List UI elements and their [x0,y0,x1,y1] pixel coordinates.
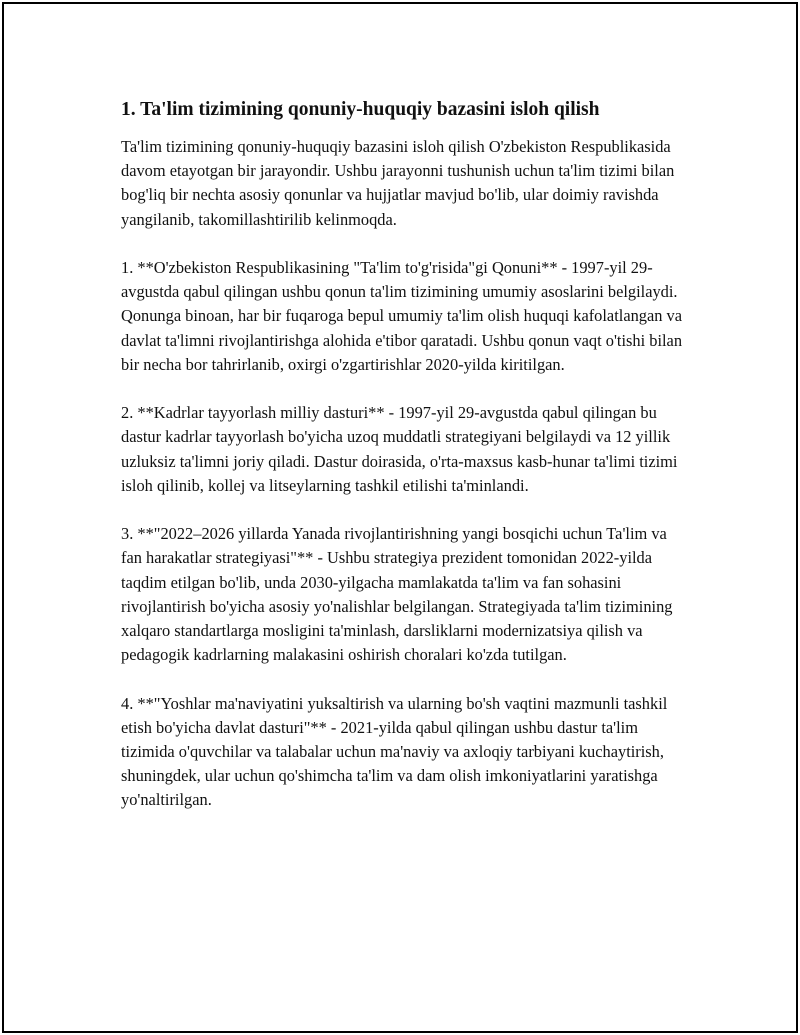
law-education-paragraph: 1. **O'zbekiston Respublikasining "Ta'lim to'g'risida"gi Qonuni** - 1997-yil 29-avgustda qabul qilingan ushbu qonun ta'lim tizimining umumiy asoslarini belgilaydi. Qonunga binoan, har bir fuqaroga bepul umumiy ta'lim olish huquqi kafolatlangan va davlat ta'limni rivojlantirishga alohida e'tibor qaratadi. Ushbu qonun vaqt o'tishi bilan bir necha bor tahrirlanib, oxirgi o'zgartirishlar 2020-yilda kiritilgan. [121,258,683,374]
strategy-paragraph: 3. **"2022–2026 yillarda Yanada rivojlantirishning yangi bosqichi uchun Ta'lim va fan harakatlar strategiyasi"** - Ushbu strategiya prezident tomonidan 2022-yilda taqdim etilgan bo'lib, unda 2030-yilgacha mamlakatda ta'lim va fan sohasini rivojlantirish bo'yicha asosiy yo'nalishlar belgilangan. Strategiyada ta'lim tizimining xalqaro standartlarga mosligini ta'minlash, darsliklarni modernizatsiya qilish va pedagogik kadrlarning malakasini oshirish choralari ko'zda tutilgan. [121,524,673,665]
youth-program-paragraph: 4. **"Yoshlar ma'naviyatini yuksaltirish va ularning bo'sh vaqtini mazmunli tashkil etish bo'yicha davlat dasturi"** - 2021-yilda qabul qilingan ushbu dastur ta'lim tizimida o'quvchilar va talabalar uchun ma'naviy va axloqiy tarbiyani kuchaytirish, shuningdek, ular uchun qo'shimcha ta'lim va dam olish imkoniyatlarini yaratishga yo'naltirilgan. [121,693,668,810]
page-frame [2,2,798,1033]
personnel-program-paragraph: 2. **Kadrlar tayyorlash milliy dasturi** - 1997-yil 29-avgustda qabul qilingan bu dastur kadrlar tayyorlash bo'yicha uzoq muddatli strategiyani belgilaydi va 12 yillik uzluksiz ta'limni joriy qiladi. Dastur doirasida, o'rta-maxsus kasb-hunar ta'limi tizimi isloh qilinib, kollej va litseylarning tashkil etilishi ta'minlandi. [121,403,678,495]
document-content [121,97,691,837]
section-heading: 1. Ta'lim tizimining qonuniy-huquqiy bazasini isloh qilish [121,99,600,120]
intro-paragraph: Ta'lim tizimining qonuniy-huquqiy bazasini isloh qilish O'zbekiston Respublikasida davom etayotgan bir jarayondir. Ushbu jarayonni tushunish uchun ta'lim tizimi bilan bog'liq bir nechta asosiy qonunlar va hujjatlar mavjud bo'lib, ular doimiy ravishda yangilanib, takomillashtirilib kelinmoqda. [121,137,675,229]
